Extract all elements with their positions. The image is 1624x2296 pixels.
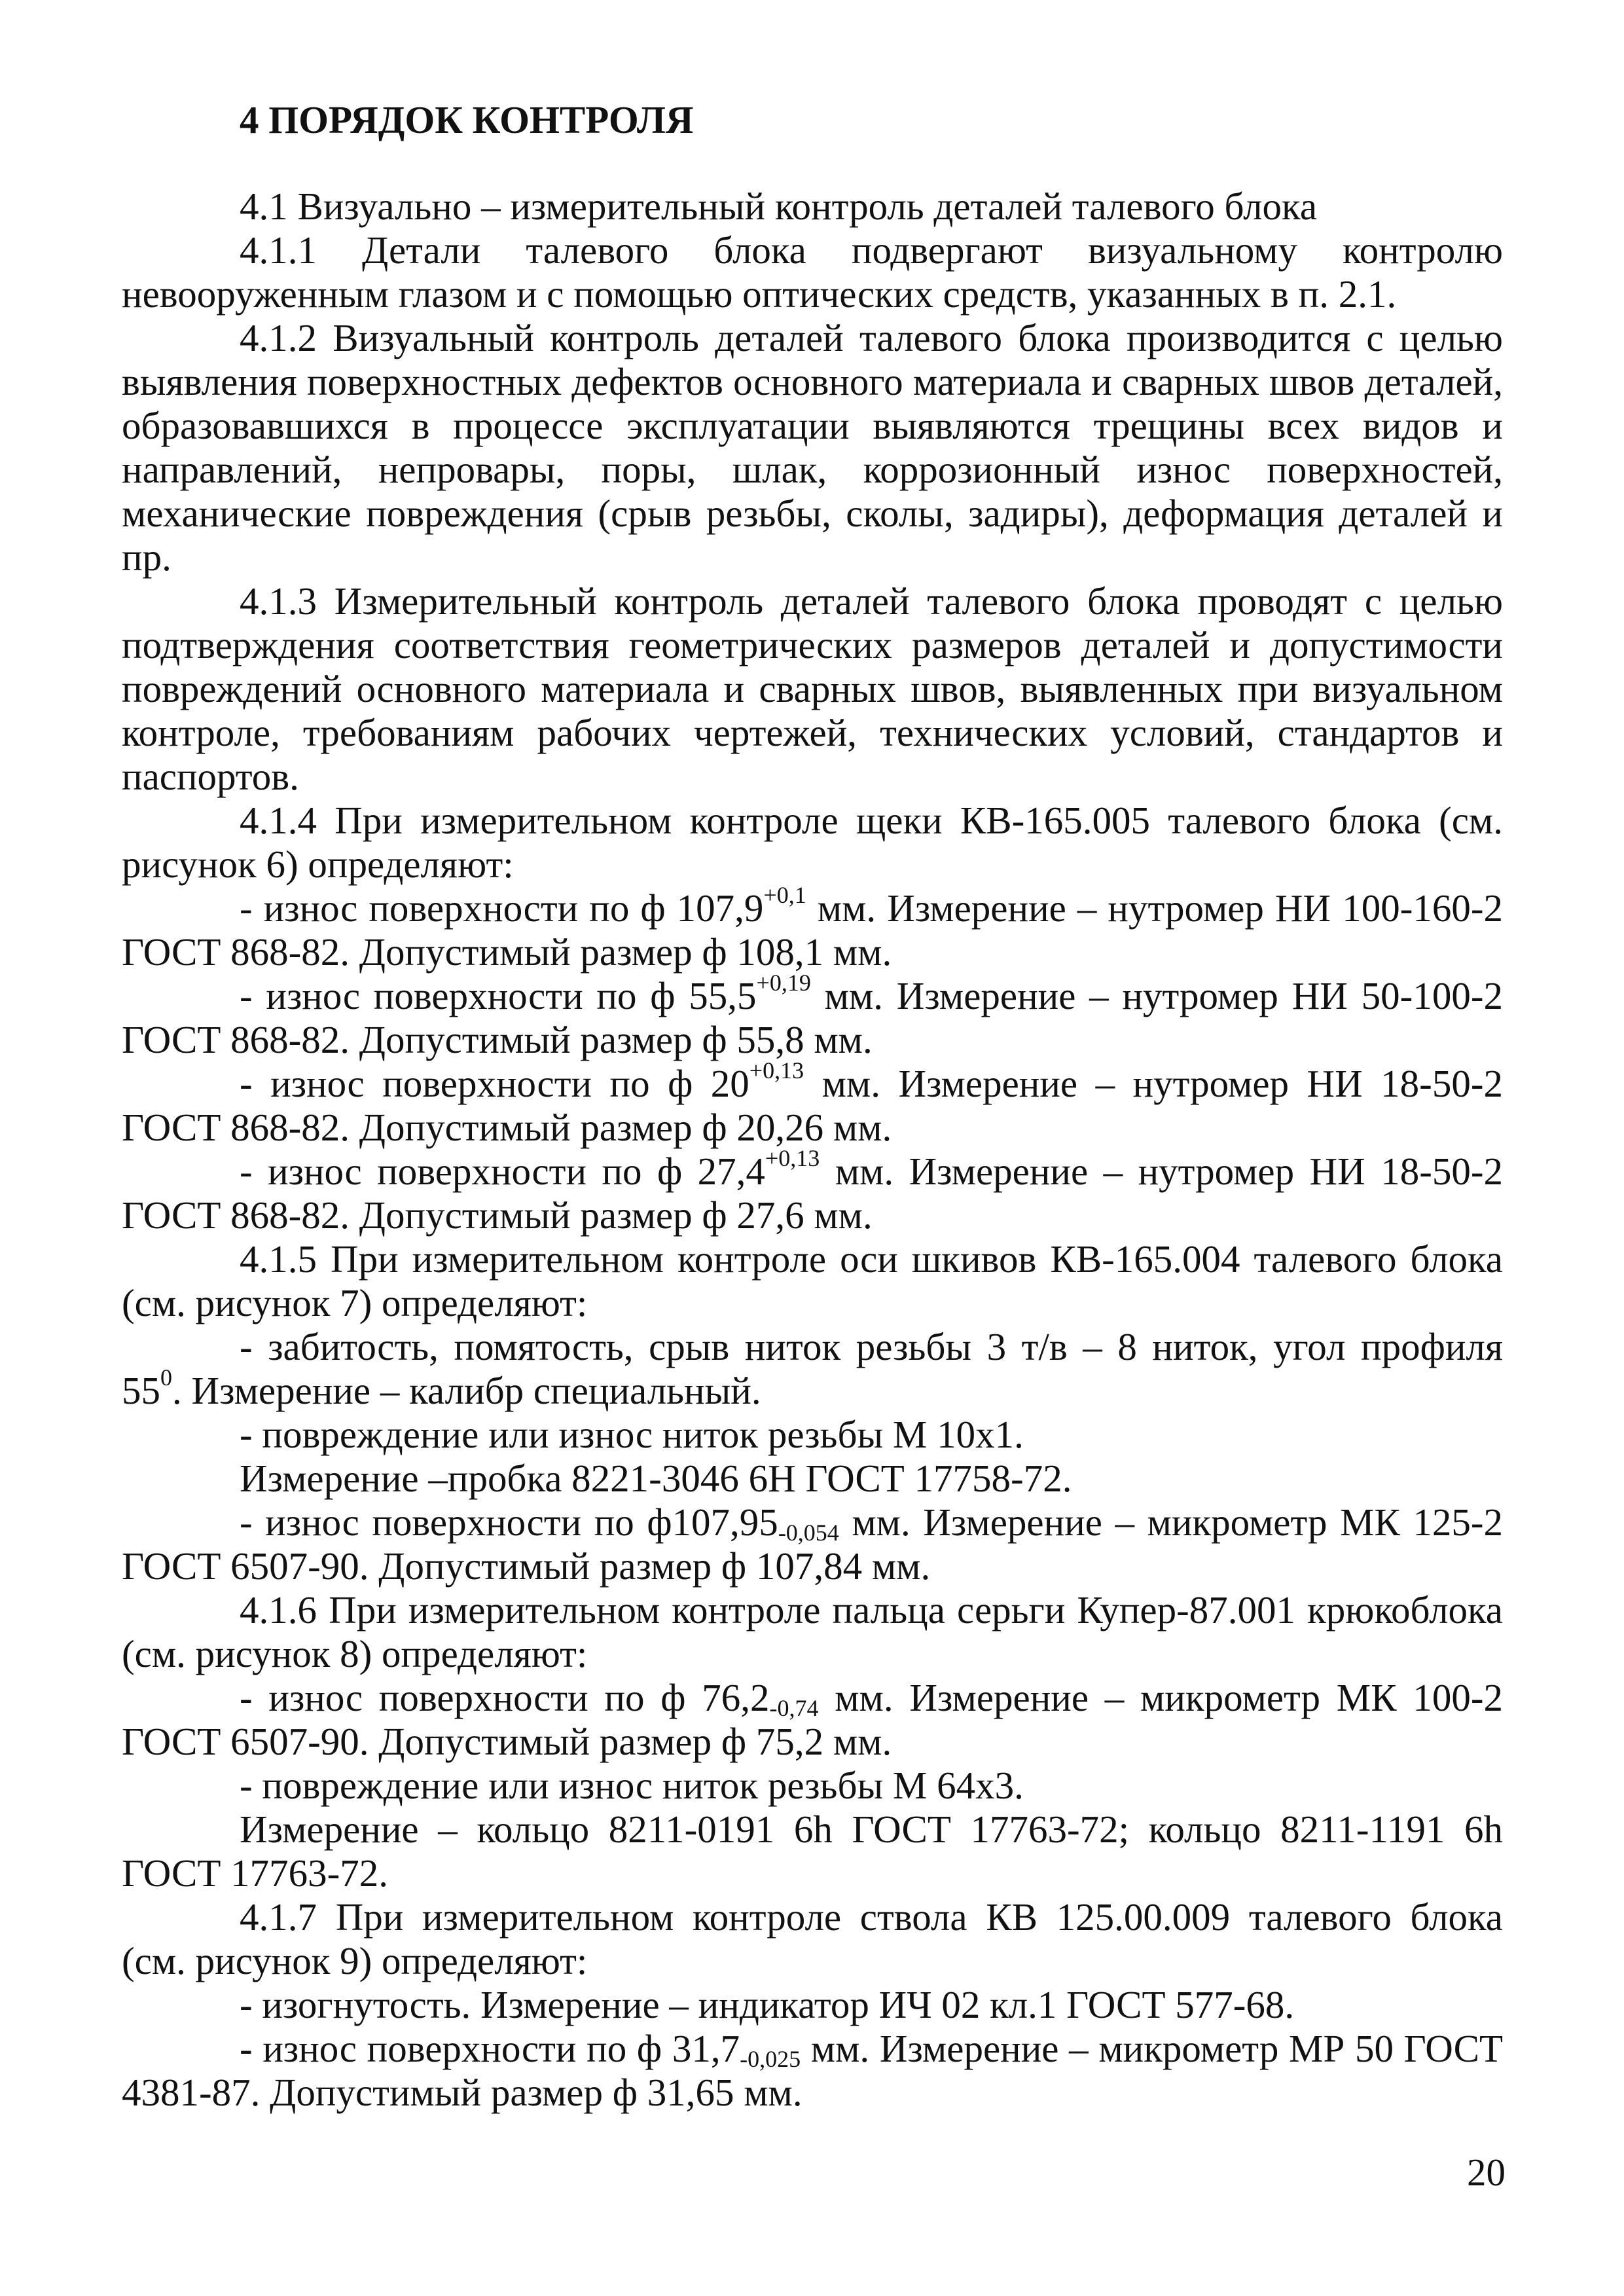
list-item-barrel-wear [122,2027,1503,2115]
page-body [122,98,1503,2115]
paragraph-4-1-6: 4.1.6 При измерительном контроле пальца серьги Купер-87.001 крюкоблока (см. рисунок 8) определяют: [122,1588,1503,1675]
paragraph-4-1-3: 4.1.3 Измерительный контроль деталей талевого блока проводят с целью подтверждения соответствия геометрических размеров деталей и допустимости повреждений основного материала и сварных швов, выявленных при визуальном контроле, требованиям рабочих чертежей, технических условий, стандартов и паспортов. [122,579,1503,798]
list-item-text: мм. Измерение – нутромер НИ 18-50-2 ГОСТ 868-82. Допустимый размер ф 27,6 мм. [122,1150,1503,1237]
tolerance-value: +0,19 [756,970,811,996]
paragraph-4-1-5: 4.1.5 При измерительном контроле оси шкивов КВ-165.004 талевого блока (см. рисунок 7) определяют: [122,1237,1503,1324]
tolerance-value: +0,13 [765,1145,820,1171]
tolerance-value: +0,13 [749,1057,804,1084]
list-item-thread-wear-m10: - повреждение или износ ниток резьбы М 10х1. [240,1413,1024,1456]
paragraph-4-1-7: 4.1.7 При измерительном контроле ствола КВ 125.00.009 талевого блока (см. рисунок 9) определяют: [122,1895,1503,1982]
list-item-axle-wear [122,1501,1503,1588]
list-item-measurement-ring: Измерение – кольцо 8211-0191 6h ГОСТ 17763-72; кольцо 8211-1191 6h ГОСТ 17763-72. [122,1808,1503,1895]
paragraph-4-1-2: 4.1.2 Визуальный контроль деталей талевого блока производится с целью выявления поверхностных дефектов основного материала и сварных швов деталей, образовавшихся в процессе эксплуатации выявляются трещины всех видов и направлений, непровары, поры, шлак, коррозионный износ поверхностей, механические повреждения (срыв резьбы, сколы, задиры), деформация деталей и пр. [122,316,1503,579]
list-item-text: мм. Измерение – микрометр МР 50 ГОСТ 4381-87. Допустимый размер ф 31,65 мм. [122,2027,1503,2114]
list-item-pin-wear [122,1676,1503,1764]
degree-superscript: 0 [160,1364,172,1391]
paragraph-4-1-4: 4.1.4 При измерительном контроле щеки КВ-165.005 талевого блока (см. рисунок 6) определяют: [122,799,1503,886]
list-item-text: мм. Измерение – нутромер НИ 100-160-2 ГОСТ 868-82. Допустимый размер ф 108,1 мм. [122,886,1503,974]
tolerance-value: -0,74 [769,1695,819,1721]
list-item-text: мм. Измерение – микрометр МК 125-2 ГОСТ 6507-90. Допустимый размер ф 107,84 мм. [122,1501,1503,1588]
list-item-text: мм. Измерение – нутромер НИ 50-100-2 ГОСТ 868-82. Допустимый размер ф 55,8 мм. [122,974,1503,1061]
list-item-measurement-plug: Измерение –пробка 8221-3046 6Н ГОСТ 17758-72. [240,1457,1072,1500]
list-item-cheek-wear-27 [122,1145,1503,1237]
paragraph-4-1-1: 4.1.1 Детали талевого блока подвергают визуальному контролю невооруженным глазом и с помощью оптических средств, указанных в п. 2.1. [122,228,1503,316]
tolerance-value: -0,025 [740,2046,801,2072]
list-item-thread-wear-m64: - повреждение или износ ниток резьбы М 64х3. [240,1764,1024,1807]
list-item-cheek-wear-107 [122,882,1503,974]
list-item-text: - износ поверхности по ф 31,7 [240,2027,740,2070]
section-title: 4 ПОРЯДОК КОНТРОЛЯ [240,98,694,141]
list-item-text: . Измерение – калибр специальный. [172,1369,761,1412]
list-item-text: мм. Измерение – микрометр МК 100-2 ГОСТ 6507-90. Допустимый размер ф 75,2 мм. [122,1676,1503,1763]
paragraph-4-1: 4.1 Визуально – измерительный контроль деталей талевого блока [240,185,1318,228]
list-item-text: - забитость, помятость, срыв ниток резьбы 3 т/в – 8 ниток, угол профиля 55 [122,1325,1503,1412]
list-item-thread-damage [122,1325,1503,1413]
tolerance-value: +0,1 [763,882,806,908]
list-item-text: - износ поверхности по ф 27,4 [240,1150,765,1193]
page-number: 20 [1467,2151,1506,2194]
list-item-text: мм. Измерение – нутромер НИ 18-50-2 ГОСТ 868-82. Допустимый размер ф 20,26 мм. [122,1062,1503,1149]
list-item-text: - износ поверхности по ф 107,9 [240,886,764,930]
list-item-cheek-wear-55 [122,970,1503,1062]
list-item-text: - износ поверхности по ф107,95 [240,1501,778,1544]
tolerance-value: -0,054 [778,1520,839,1546]
list-item-text: - износ поверхности по ф 76,2 [240,1676,770,1719]
list-item-cheek-wear-20 [122,1057,1503,1150]
list-item-bending: - изогнутость. Измерение – индикатор ИЧ 02 кл.1 ГОСТ 577-68. [240,1983,1295,2026]
list-item-text: - износ поверхности по ф 20 [240,1062,749,1105]
list-item-text: - износ поверхности по ф 55,5 [240,974,757,1017]
